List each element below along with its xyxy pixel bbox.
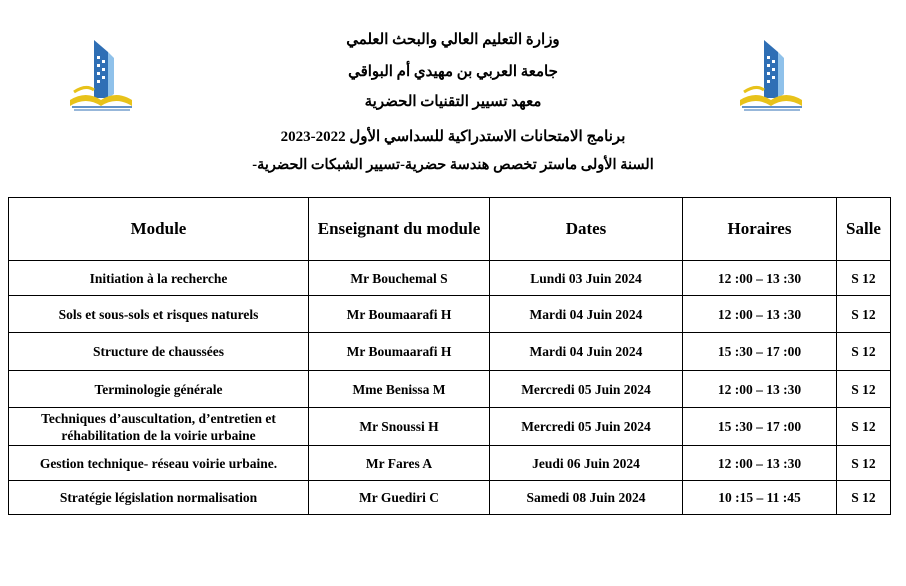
cell-teacher: Mr Bouchemal S [309,261,490,296]
cell-date: Mardi 04 Juin 2024 [490,296,683,333]
header-dates: Dates [490,198,683,261]
cell-module: Techniques d’auscultation, d’entretien et réhabilitation de la voirie urbaine [9,408,309,446]
table-row [9,371,891,408]
cell-room: S 12 [837,481,891,515]
cell-teacher: Mr Guediri C [309,481,490,515]
cell-room: S 12 [837,261,891,296]
institute-title: معهد تسيير التقنيات الحضرية [364,94,542,110]
header-module: Module [9,198,309,261]
cell-room: S 12 [837,446,891,481]
header-teacher: Enseignant du module [309,198,490,261]
cell-hours: 12 :00 – 13 :30 [683,296,837,333]
table-row [9,481,891,515]
cell-module: Sols et sous-sols et risques naturels [9,296,309,333]
cell-teacher: Mr Boumaarafi H [309,296,490,333]
cell-date: Jeudi 06 Juin 2024 [490,446,683,481]
cell-teacher: Mr Fares A [309,446,490,481]
table-row [9,296,891,333]
cell-teacher: Mr Boumaarafi H [309,333,490,371]
cell-module: Stratégie législation normalisation [9,481,309,515]
cell-hours: 10 :15 – 11 :45 [683,481,837,515]
cell-room: S 12 [837,408,891,446]
table-row [9,408,891,446]
cell-teacher: Mr Snoussi H [309,408,490,446]
cell-module: Structure de chaussées [9,333,309,371]
cell-hours: 12 :00 – 13 :30 [683,371,837,408]
exam-program-title: برنامج الامتحانات الاستدراكية للسداسي الأول 2022-2023 [280,129,626,145]
cell-room: S 12 [837,296,891,333]
table-row [9,261,891,296]
exam-schedule-table [8,197,891,515]
cell-hours: 12 :00 – 13 :30 [683,261,837,296]
cell-date: Mardi 04 Juin 2024 [490,333,683,371]
cell-hours: 15 :30 – 17 :00 [683,408,837,446]
ministry-title: وزارة التعليم العالي والبحث العلمي [346,32,560,48]
header-hours: Horaires [683,198,837,261]
cell-date: Mercredi 05 Juin 2024 [490,371,683,408]
table-header-row [9,198,891,261]
cell-room: S 12 [837,333,891,371]
study-level-title: السنة الأولى ماستر تخصص هندسة حضرية-تسيير الشبكات الحضرية- [252,157,654,173]
cell-module: Gestion technique- réseau voirie urbaine. [9,446,309,481]
table-row [9,333,891,371]
header-room: Salle [837,198,891,261]
cell-room: S 12 [837,371,891,408]
cell-module: Terminologie générale [9,371,309,408]
cell-hours: 15 :30 – 17 :00 [683,333,837,371]
cell-hours: 12 :00 – 13 :30 [683,446,837,481]
cell-module: Initiation à la recherche [9,261,309,296]
cell-date: Mercredi 05 Juin 2024 [490,408,683,446]
cell-teacher: Mme Benissa M [309,371,490,408]
cell-date: Samedi 08 Juin 2024 [490,481,683,515]
cell-date: Lundi 03 Juin 2024 [490,261,683,296]
university-title: جامعة العربي بن مهيدي أم البواقي [348,64,558,80]
table-row [9,446,891,481]
